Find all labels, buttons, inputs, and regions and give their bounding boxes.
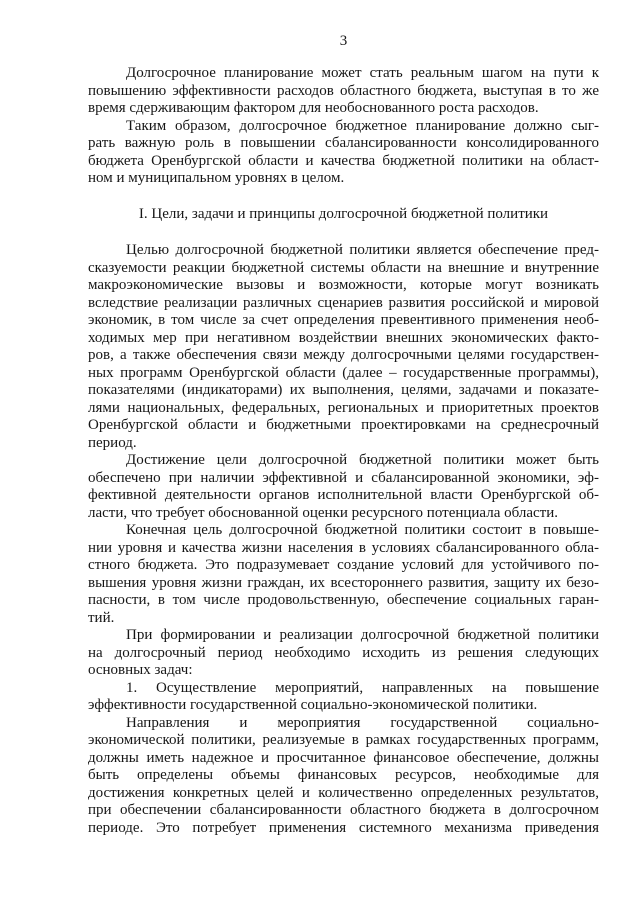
text-line: ном и муниципальном уровнях в целом.: [88, 170, 345, 186]
paragraph: [88, 452, 599, 522]
text-line: показателями (индикаторами) их выполнения, целями, задачами и показате-: [88, 382, 599, 398]
text-line: ласти, что требует обоснованной оценки ресурсного потенциала области.: [88, 504, 559, 521]
text-line: Направления и мероприятия государственной социально-: [126, 714, 599, 731]
text-line: 1. Осуществление мероприятий, направленных на повышение: [126, 679, 599, 696]
text-line: ров, а также обеспечения связи между долгосрочными целями государствен-: [88, 347, 599, 363]
text-line: экономической политики, реализуемые в рамках государственных программ,: [88, 732, 599, 748]
text-line: ных программ Оренбургской области (далее – государственные программы),: [88, 364, 599, 381]
text-line: должны иметь надежное и просчитанное финансовое обеспечение, должны: [88, 749, 599, 766]
text-line: период.: [88, 434, 137, 451]
paragraph: [88, 65, 599, 118]
text-line: на долгосрочный период необходимо исходить из решения следующих: [88, 644, 599, 661]
text-line: вследствие реализации различных сценариев развития российской и мировой: [88, 294, 599, 311]
text-line: фективной деятельности органов исполнительной власти Оренбургской об-: [88, 487, 599, 503]
section-heading: I. Цели, задачи и принципы долгосрочной бюджетной политики: [138, 206, 549, 222]
text-line: нии уровня и качества жизни населения в условиях сбалансированного обла-: [88, 539, 599, 556]
text-line: Достижение цели долгосрочной бюджетной политики может быть: [126, 452, 599, 468]
paragraph: [88, 522, 599, 627]
text-line: Таким образом, долгосрочное бюджетное планирование должно сыг-: [126, 117, 599, 134]
text-line: основных задач:: [88, 662, 193, 678]
text-line: ходимых мер при негативном воздействии внешних экономических факто-: [88, 329, 599, 346]
text-line: лями национальных, федеральных, региональных и приоритетных проектов: [88, 399, 599, 416]
text-line: Оренбургской области и бюджетными проектировками на среднесрочный: [88, 417, 599, 433]
text-line: тий.: [88, 609, 115, 626]
section-body: [88, 242, 599, 837]
paragraph: [88, 118, 599, 188]
intro-block: [88, 65, 599, 188]
text-line: При формировании и реализации долгосрочной бюджетной политики: [126, 627, 599, 643]
paragraph: [88, 242, 599, 452]
text-line: время сдерживающим фактором для необоснованного роста расходов.: [88, 100, 539, 116]
text-line: сказуемости реакции бюджетной системы области на внешние и внутренние: [88, 259, 599, 276]
text-line: бюджета Оренбургской области и качества бюджетной политики на област-: [88, 152, 599, 169]
text-line: повышению эффективности расходов областного бюджета, выступая в то же: [88, 82, 599, 99]
text-line: периоде. Это потребует применения системного механизма приведения: [88, 819, 599, 836]
paragraph: [88, 715, 599, 838]
text-line: Долгосрочное планирование может стать реальным шагом на пути к: [126, 65, 599, 81]
text-line: макроэкономические вызовы и возможности, которые могут возникать: [88, 277, 599, 293]
text-line: обеспечено при наличии эффективной и сбалансированной экономики, эф-: [88, 469, 599, 486]
text-line: эффективности государственной социально-экономической политики.: [88, 697, 538, 713]
text-line: экономик, в том числе за счет определения превентивного применения необ-: [88, 312, 599, 328]
text-line: при обеспечении сбалансированности областного бюджета в долгосрочном: [88, 802, 599, 818]
text-line: пасности, в том числе продовольственную, обеспечение социальных гаран-: [88, 592, 599, 608]
text-line: Целью долгосрочной бюджетной политики является обеспечение пред-: [126, 242, 599, 258]
text-line: вышения уровня жизни граждан, их всестороннего развития, защиту их безо-: [88, 574, 599, 591]
text-line: Конечная цель долгосрочной бюджетной политики состоит в повыше-: [126, 522, 599, 538]
text-line: достижения конкретных целей и количественно определенных результатов,: [88, 784, 599, 801]
paragraph: [88, 680, 599, 715]
text-line: быть определены объемы финансовых ресурсов, необходимые для: [88, 767, 599, 783]
text-line: стного бюджета. Это подразумевает создание условий для устойчивого по-: [88, 557, 599, 573]
paragraph: [88, 627, 599, 680]
page-number: 3: [339, 33, 348, 49]
text-line: рать важную роль в повышении сбалансированности консолидированного: [88, 135, 599, 151]
